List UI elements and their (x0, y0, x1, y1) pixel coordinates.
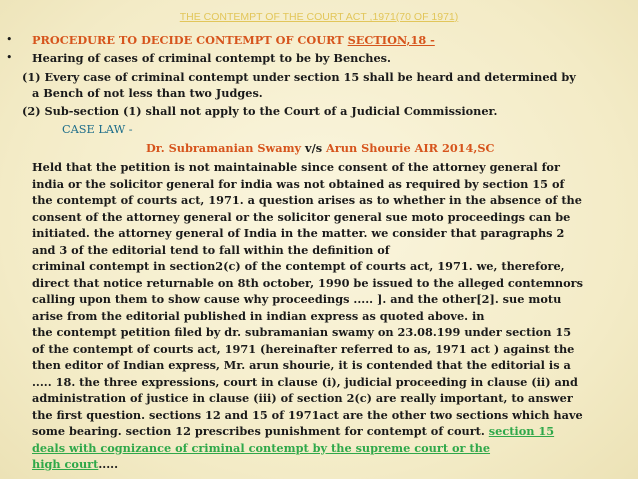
held-line: then editor of Indian express, Mr. arun shourie, it is contended that the editorial is a (32, 358, 571, 372)
case-vs: v/s (305, 141, 323, 155)
held-line: the first question. sections 12 and 15 of 1971act are the other two sections which have (32, 407, 583, 422)
held-line: and 3 of the editorial tend to fall within the definition of (32, 242, 390, 257)
held-line: administration of justice in clause (iii) of section 2(c) are really important, to answer (32, 391, 573, 405)
held-line: direct that notice returnable on 8th october, 1990 be issued to the alleged contemnors (32, 275, 583, 290)
ellipsis-text: ..... (98, 457, 119, 471)
held-line: of the contempt of courts act, 1971 (hereinafter referred to as, 1971 act ) against the (32, 341, 575, 356)
held-line-last (32, 423, 632, 440)
case-law-label: CASE LAW - (62, 123, 133, 136)
held-line: initiated. the attorney general of India in the matter. we consider that paragraphs 2 (32, 226, 565, 240)
section-18-label: SECTION,18 - (347, 33, 435, 47)
high-court-link[interactable]: high court (32, 457, 99, 471)
subsection-1-line-1: (1) Every case of criminal contempt under section 15 shall be heard and determined by (22, 70, 576, 84)
procedure-text: PROCEDURE TO DECIDE CONTEMPT OF COURT (32, 33, 344, 47)
held-line: consent of the attorney general or the solicitor general sue moto proceedings can be (32, 209, 571, 224)
cognizance-link[interactable]: deals with cognizance of criminal contempt by the supreme court or the (32, 440, 491, 455)
case-party-2: Arun Shourie AIR 2014,SC (326, 141, 495, 155)
case-party-1: Dr. Subramanian Swamy (146, 141, 302, 155)
held-line: the contempt of courts act, 1971. a question arises as to whether in the absence of the (32, 193, 582, 207)
held-line: the contempt petition filed by dr. subramanian swamy on 23.08.199 under section 15 (32, 325, 572, 339)
bullet-dot: • (6, 51, 13, 64)
held-line: calling upon them to show cause why proceedings ..... ]. and the other[2]. sue motu (32, 292, 562, 306)
held-line: ..... 18. the three expressions, court in clause (i), judicial proceeding in clause (ii) and (32, 374, 578, 389)
subsection-1-line-2: a Bench of not less than two Judges. (32, 86, 263, 100)
subsection-2-line: (2) Sub-section (1) shall not apply to the Court of a Judicial Commissioner. (22, 104, 498, 118)
case-name (146, 140, 495, 156)
held-line: arise from the editorial published in indian express as quoted above. in (32, 308, 485, 323)
bullet-dot: • (6, 33, 13, 46)
held-line: Held that the petition is not maintainable since consent of the attorney general for (32, 160, 560, 174)
held-line-text: some bearing. section 12 prescribes punishment for contempt of court. (32, 424, 485, 438)
high-court-line (32, 456, 632, 473)
held-line: criminal contempt in section2(c) of the contempt of courts act, 1971. we, therefore, (32, 259, 565, 273)
procedure-heading (32, 32, 435, 48)
held-paragraph (32, 159, 632, 473)
hearing-line: Hearing of cases of criminal contempt to be by Benches. (32, 51, 391, 65)
section-15-link[interactable]: section 15 (488, 424, 555, 438)
slide-title: THE CONTEMPT OF THE COURT ACT ,1971(70 OF 1971) (179, 11, 459, 23)
held-line: india or the solicitor general for india was not obtained as required by section 15 of (32, 176, 565, 191)
